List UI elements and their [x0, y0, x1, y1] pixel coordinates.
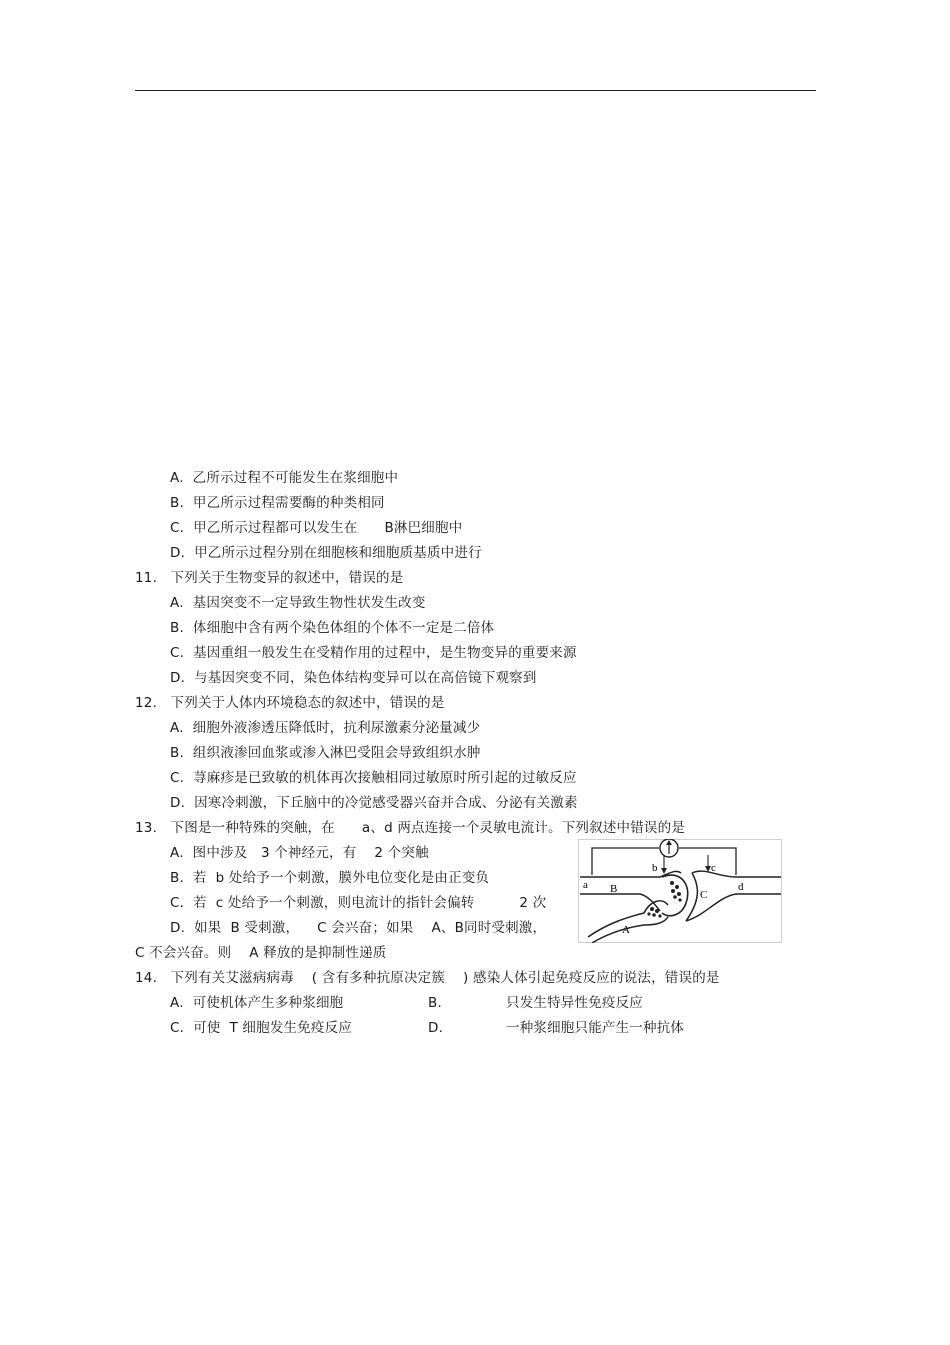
label-d: d — [738, 881, 744, 893]
q13-stem: 13. 下图是一种特殊的突触，在 a、d 两点连接一个灵敏电流计。下列叙述中错误的是 — [135, 820, 686, 836]
header-rule — [135, 90, 816, 91]
q12-stem: 12. 下列关于人体内环境稳态的叙述中，错误的是 — [135, 695, 445, 711]
synapse-figure — [578, 839, 782, 943]
label-neuron-c: C — [700, 889, 708, 901]
q11-option-b: B. 体细胞中含有两个染色体组的个体不一定是二倍体 — [170, 620, 495, 636]
label-b: b — [652, 862, 658, 874]
q14-option-b-letter: B. — [428, 995, 442, 1011]
label-a: a — [583, 879, 588, 891]
label-neuron-a: A — [622, 924, 630, 936]
q14-option-d-text: 一种浆细胞只能产生一种抗体 — [506, 1020, 685, 1036]
q14-option-a: A. 可使机体产生多种浆细胞 — [170, 995, 344, 1011]
q13-option-d: D. 如果 B 受刺激， C 会兴奋；如果 A、B同时受刺激， — [170, 920, 547, 936]
q13-option-a: A. 图中涉及 3 个神经元，有 2 个突触 — [170, 845, 429, 861]
q10-option-a: A. 乙所示过程不可能发生在浆细胞中 — [170, 470, 399, 486]
q14-option-b-text: 只发生特异性免疫反应 — [506, 995, 643, 1011]
q10-option-b: B. 甲乙所示过程需要酶的种类相同 — [170, 495, 385, 511]
q14-option-c: C. 可使 T 细胞发生免疫反应 — [170, 1020, 353, 1036]
q12-option-c: C. 荨麻疹是已致敏的机体再次接触相同过敏原时所引起的过敏反应 — [170, 770, 577, 786]
q13-option-b: B. 若 b 处给予一个刺激，膜外电位变化是由正变负 — [170, 870, 490, 886]
q12-option-d: D. 因寒冷刺激，下丘脑中的冷觉感受器兴奋并合成、分泌有关激素 — [170, 795, 578, 811]
q12-option-a: A. 细胞外液渗透压降低时，抗利尿激素分泌量减少 — [170, 720, 481, 736]
label-c: c — [711, 862, 716, 874]
q11-option-d: D. 与基因突变不同，染色体结构变异可以在高倍镜下观察到 — [170, 670, 537, 686]
q13-option-d-continuation: C 不会兴奋。则 A 释放的是抑制性递质 — [135, 945, 387, 961]
label-neuron-b: B — [610, 883, 618, 895]
q14-option-d-letter: D. — [428, 1020, 444, 1036]
q10-option-c: C. 甲乙所示过程都可以发生在 B淋巴细胞中 — [170, 520, 463, 536]
q11-option-a: A. 基因突变不一定导致生物性状发生改变 — [170, 595, 426, 611]
q10-option-d: D. 甲乙所示过程分别在细胞核和细胞质基质中进行 — [170, 545, 482, 561]
q11-option-c: C. 基因重组一般发生在受精作用的过程中，是生物变异的重要来源 — [170, 645, 577, 661]
q12-option-b: B. 组织液渗回血浆或渗入淋巴受阻会导致组织水肿 — [170, 745, 481, 761]
q13-option-c: C. 若 c 处给予一个刺激，则电流计的指针会偏转 2 次 — [170, 895, 547, 911]
q11-stem: 11. 下列关于生物变异的叙述中，错误的是 — [135, 570, 404, 586]
q14-stem: 14. 下列有关艾滋病病毒 ( 含有多种抗原决定簇 ) 感染人体引起免疫反应的说法，错误的是 — [135, 970, 720, 986]
